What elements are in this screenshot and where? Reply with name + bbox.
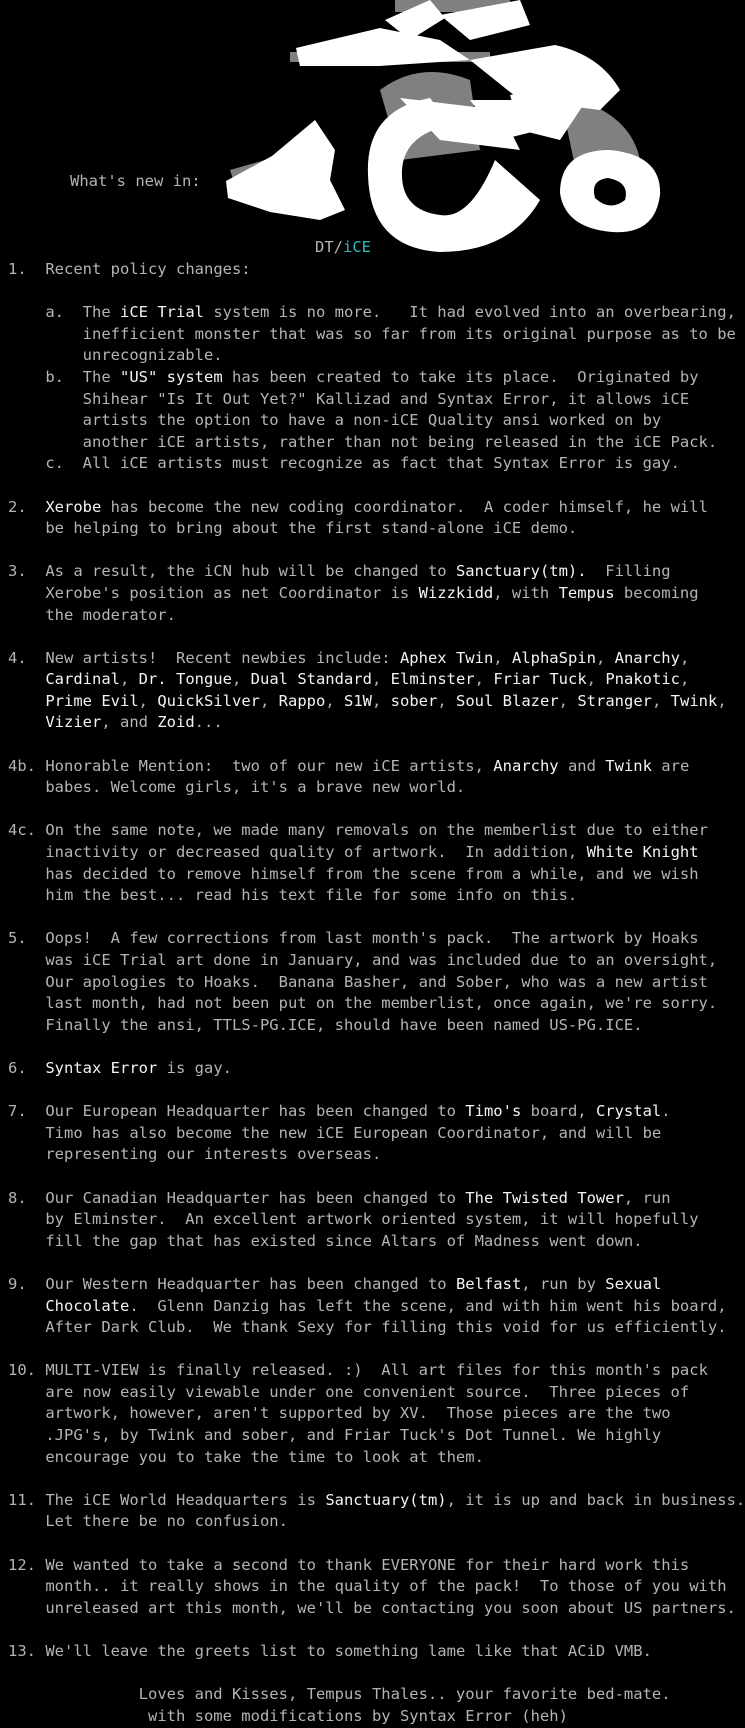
sub-item-label: b. bbox=[45, 367, 64, 386]
item-line bbox=[8, 1015, 720, 1037]
signature bbox=[315, 237, 371, 259]
text-run: system is no more. It had evolved into an overbearing, bbox=[204, 303, 736, 322]
text-run: , bbox=[325, 691, 344, 710]
closing-line-1 bbox=[8, 1684, 720, 1706]
text-run: , with bbox=[493, 583, 559, 602]
text-run: , bbox=[586, 670, 606, 689]
text-run: As a result, the iCN hub will be changed to bbox=[45, 562, 456, 581]
text-run: , bbox=[371, 670, 391, 689]
sub-item-label: c. bbox=[45, 454, 64, 473]
text-run: We wanted to take a second to thank EVERYONE for their hard work this bbox=[45, 1555, 690, 1574]
item-line bbox=[8, 1188, 720, 1210]
item-line bbox=[8, 1598, 736, 1620]
item-line bbox=[8, 864, 720, 886]
news-list bbox=[8, 259, 745, 1727]
highlight-text: Timo's bbox=[465, 1102, 522, 1121]
highlight-text: Aphex Twin bbox=[399, 648, 494, 667]
item-number: 4. bbox=[8, 648, 27, 667]
text-run: Xerobe's position as net Coordinator is bbox=[45, 583, 419, 602]
signature-i: i bbox=[343, 238, 353, 256]
text-run: the moderator. bbox=[45, 605, 176, 624]
highlight-text: Cardinal bbox=[45, 670, 120, 689]
item-number: 4b. bbox=[8, 756, 36, 775]
item-line bbox=[8, 1576, 727, 1598]
highlight-text: "US" system bbox=[120, 367, 223, 386]
item-line bbox=[8, 756, 720, 778]
text-run: , bbox=[679, 648, 690, 667]
text-run: , bbox=[119, 670, 139, 689]
text-run: unrecognizable. bbox=[82, 346, 223, 365]
closing-line-2 bbox=[8, 1706, 720, 1728]
highlight-text: Xerobe bbox=[45, 497, 102, 516]
item-line bbox=[8, 1511, 720, 1533]
item-number: 10. bbox=[8, 1361, 36, 1380]
item-number: 1. bbox=[8, 260, 27, 278]
item-line bbox=[8, 518, 720, 540]
item-line bbox=[8, 497, 720, 519]
text-run: On the same note, we made many removals on the memberlist due to either bbox=[45, 821, 708, 840]
highlight-text: Tempus bbox=[558, 583, 615, 602]
text-run: Our Western Headquarter has been changed to bbox=[45, 1274, 456, 1293]
item-number: 2. bbox=[8, 497, 27, 516]
text-run: another iCE artists, rather than not being released in the iCE Pack. bbox=[82, 432, 718, 451]
sub-item-line bbox=[8, 367, 720, 389]
text-run: The iCE World Headquarters is bbox=[45, 1490, 326, 1509]
text-run: , it is up and back in business. bbox=[446, 1490, 745, 1509]
highlight-text: Friar Tuck bbox=[493, 670, 587, 689]
item-line bbox=[8, 885, 720, 907]
sub-item-line bbox=[8, 302, 736, 324]
item-number: 3. bbox=[8, 562, 27, 581]
item-line bbox=[8, 993, 720, 1015]
text-run: babes. Welcome girls, it's a brave new world. bbox=[45, 778, 466, 797]
text-run: , bbox=[259, 691, 279, 710]
item-line bbox=[8, 1555, 720, 1577]
item-line bbox=[8, 648, 720, 670]
highlight-text: Elminster bbox=[390, 670, 475, 689]
text-run: him the best... read his text file for some info on this. bbox=[45, 886, 578, 905]
highlight-text: Anarchy bbox=[614, 648, 680, 667]
item-intro: Recent policy changes: bbox=[45, 260, 251, 278]
item-line bbox=[8, 777, 720, 799]
item-line bbox=[8, 1274, 720, 1296]
text-run: is gay. bbox=[157, 1058, 232, 1077]
item-line bbox=[8, 928, 720, 950]
highlight-text: Crystal bbox=[595, 1102, 662, 1121]
text-run: was iCE Trial art done in January, and was included due to an oversight, bbox=[45, 951, 718, 969]
highlight-text: Belfast bbox=[455, 1274, 522, 1293]
text-run: artwork, however, aren't supported by XV. Those pieces are the two bbox=[45, 1404, 671, 1423]
text-run: Finally the ansi, TTLS-PG.ICE, should have been named US-PG.ICE. bbox=[45, 1015, 643, 1034]
text-run: are bbox=[651, 756, 690, 775]
item-number: 7. bbox=[8, 1102, 27, 1121]
item-line bbox=[8, 1317, 727, 1339]
item-line bbox=[8, 1231, 720, 1253]
text-run: are now easily viewable under one convenient source. Three pieces of bbox=[45, 1382, 690, 1401]
text-run: Filling bbox=[586, 562, 671, 581]
text-run: Honorable Mention: two of our new iCE artists, bbox=[45, 756, 494, 775]
item-line bbox=[8, 1101, 720, 1123]
highlight-text: Dual Standard bbox=[250, 670, 372, 689]
item-line bbox=[8, 712, 720, 734]
closing-text: with some modifications by Syntax Error (heh) bbox=[147, 1706, 568, 1725]
highlight-text: sober bbox=[390, 691, 438, 710]
highlight-text: QuickSilver bbox=[157, 691, 260, 710]
sub-item-line bbox=[8, 453, 720, 475]
item-line bbox=[8, 259, 720, 281]
text-run: has become the new coding coordinator. A coder himself, he will bbox=[101, 497, 708, 516]
highlight-text: Prime Evil bbox=[45, 691, 139, 710]
ansi-logo-art bbox=[0, 0, 720, 265]
item-line bbox=[8, 1382, 720, 1404]
highlight-text: AlphaSpin bbox=[511, 648, 596, 667]
text-run: Let there be no confusion. bbox=[45, 1512, 288, 1531]
text-run: fill the gap that has existed since Altars of Madness went down. bbox=[45, 1231, 643, 1250]
text-run: , bbox=[493, 648, 512, 667]
text-run: Our Canadian Headquarter has been changed to bbox=[45, 1188, 466, 1207]
highlight-text: iCE Trial bbox=[120, 303, 204, 322]
text-run: Shihear "Is It Out Yet?" Kallizad and Syntax Error, it allows iCE bbox=[82, 389, 690, 408]
text-run: has been created to take its place. Originated by bbox=[222, 367, 699, 386]
text-run: has decided to remove himself from the scene from a while, and we wish bbox=[45, 864, 699, 883]
item-line bbox=[8, 583, 720, 605]
item-line bbox=[8, 561, 720, 583]
item-line bbox=[8, 1123, 720, 1145]
highlight-text: Zoid bbox=[157, 713, 195, 732]
item-line bbox=[8, 1058, 720, 1080]
item-line bbox=[8, 1360, 720, 1382]
sub-item-line bbox=[8, 432, 720, 454]
text-run: , bbox=[437, 691, 457, 710]
item-line bbox=[8, 1447, 720, 1469]
text-run: board, bbox=[521, 1102, 596, 1121]
text-run: .JPG's, by Twink and sober, and Friar Tuck's Dot Tunnel. We highly bbox=[45, 1426, 662, 1445]
highlight-text: Rappo bbox=[278, 691, 326, 710]
item-line bbox=[8, 1641, 720, 1663]
highlight-text: White Knight bbox=[586, 843, 699, 862]
highlight-text: Sanctuary(tm). bbox=[455, 562, 587, 581]
text-run: , bbox=[558, 691, 578, 710]
sub-item-label: a. bbox=[45, 303, 64, 322]
text-run: becoming bbox=[614, 583, 699, 602]
highlight-text: Dr. Tongue bbox=[138, 670, 232, 689]
text-run: Timo has also become the new iCE European Coordinator, and will be bbox=[45, 1123, 662, 1142]
item-line bbox=[8, 1490, 745, 1512]
highlight-text: Stranger bbox=[577, 691, 652, 710]
text-run: All iCE artists must recognize as fact that Syntax Error is gay. bbox=[82, 454, 680, 473]
text-run: MULTI-VIEW is finally released. :) All art files for this month's pack bbox=[45, 1361, 708, 1380]
text-run: Oops! A few corrections from last month's pack. The artwork by Hoaks bbox=[45, 929, 699, 948]
text-run: and bbox=[558, 756, 606, 775]
text-run: , bbox=[231, 670, 251, 689]
item-number: 6. bbox=[8, 1058, 27, 1077]
item-line bbox=[8, 691, 727, 713]
text-run: , bbox=[717, 691, 727, 710]
item-line bbox=[8, 605, 720, 627]
text-run: month.. it really shows in the quality of the pack! To those of you with bbox=[45, 1577, 727, 1596]
highlight-text: S1W bbox=[344, 691, 372, 710]
text-run: , bbox=[372, 691, 391, 710]
text-run: The bbox=[82, 367, 120, 386]
text-run: artists the option to have a non-iCE Quality ansi worked on by bbox=[82, 411, 662, 430]
item-line bbox=[8, 842, 720, 864]
highlight-text: Sexual bbox=[605, 1274, 662, 1293]
text-run: New artists! Recent newbies include: bbox=[45, 648, 400, 667]
text-run: by Elminster. An excellent artwork oriented system, it will hopefully bbox=[45, 1210, 699, 1229]
item-line bbox=[8, 1209, 720, 1231]
text-run: Our apologies to Hoaks. Banana Basher, and Sober, who was a new artist bbox=[45, 972, 708, 991]
sub-item-line bbox=[8, 389, 720, 411]
text-run: representing our interests overseas. bbox=[45, 1145, 382, 1164]
highlight-text: Vizier bbox=[45, 713, 102, 732]
signature-dt: DT/ bbox=[315, 238, 343, 256]
text-run: , bbox=[138, 691, 158, 710]
text-run: , and bbox=[101, 713, 158, 732]
item-number: 4c. bbox=[8, 821, 36, 840]
sub-item-line bbox=[8, 410, 720, 432]
highlight-text: Anarchy bbox=[493, 756, 559, 775]
whats-new-label: What's new in: bbox=[70, 172, 201, 190]
item-line bbox=[8, 1403, 720, 1425]
highlight-text: Soul Blazer bbox=[456, 691, 559, 710]
text-run: , bbox=[652, 691, 671, 710]
text-run: , run bbox=[623, 1188, 671, 1207]
item-number: 12. bbox=[8, 1555, 36, 1574]
highlight-text: Twink bbox=[605, 756, 652, 775]
text-run: inactivity or decreased quality of artwork. In addition, bbox=[45, 843, 587, 862]
text-run: inefficient monster that was so far from its original purpose as to be bbox=[82, 324, 736, 343]
text-run: We'll leave the greets list to something lame like that ACiD VMB. bbox=[45, 1642, 652, 1660]
sub-item-line bbox=[8, 345, 720, 367]
item-line bbox=[8, 1296, 727, 1318]
text-run: . Glenn Danzig has left the scene, and with him went his board, bbox=[129, 1296, 727, 1315]
text-run: Our European Headquarter has been changed to bbox=[45, 1102, 466, 1121]
item-line bbox=[8, 1425, 720, 1447]
text-run: encourage you to take the time to look at them. bbox=[45, 1447, 484, 1466]
text-run: After Dark Club. We thank Sexy for filling this void for us efficiently. bbox=[45, 1318, 727, 1337]
item-number: 5. bbox=[8, 929, 27, 948]
highlight-text: Syntax Error bbox=[45, 1058, 158, 1077]
sub-item-line bbox=[8, 324, 736, 346]
highlight-text: Wizzkidd bbox=[418, 583, 494, 602]
text-run: be helping to bring about the first stand-alone iCE demo. bbox=[45, 519, 578, 538]
highlight-text: Chocolate bbox=[45, 1296, 130, 1315]
item-line bbox=[8, 950, 720, 972]
highlight-text: Sanctuary(tm) bbox=[325, 1490, 447, 1509]
text-run: . bbox=[661, 1102, 671, 1121]
signature-ce: CE bbox=[352, 238, 372, 256]
text-run: , bbox=[595, 648, 615, 667]
highlight-text: Pnakotic bbox=[605, 670, 680, 689]
item-line bbox=[8, 820, 720, 842]
item-number: 9. bbox=[8, 1274, 27, 1293]
item-line bbox=[8, 669, 720, 691]
item-number: 11. bbox=[8, 1490, 36, 1509]
text-run: , run by bbox=[521, 1274, 606, 1293]
closing-text: Loves and Kisses, Tempus Thales.. your favorite bed-mate. bbox=[138, 1685, 671, 1704]
text-run: ... bbox=[194, 713, 223, 732]
item-number: 8. bbox=[8, 1188, 27, 1207]
item-number: 13. bbox=[8, 1642, 36, 1660]
item-line bbox=[8, 972, 720, 994]
text-run: The bbox=[82, 303, 120, 322]
text-run: , bbox=[679, 670, 690, 689]
highlight-text: Twink bbox=[670, 691, 718, 710]
text-run: , bbox=[474, 670, 494, 689]
text-run: last month, had not been put on the memberlist, once again, we're sorry. bbox=[45, 994, 718, 1013]
text-run: unreleased art this month, we'll be contacting you soon about US partners. bbox=[45, 1598, 736, 1617]
item-line bbox=[8, 1144, 720, 1166]
highlight-text: The Twisted Tower bbox=[465, 1188, 624, 1207]
